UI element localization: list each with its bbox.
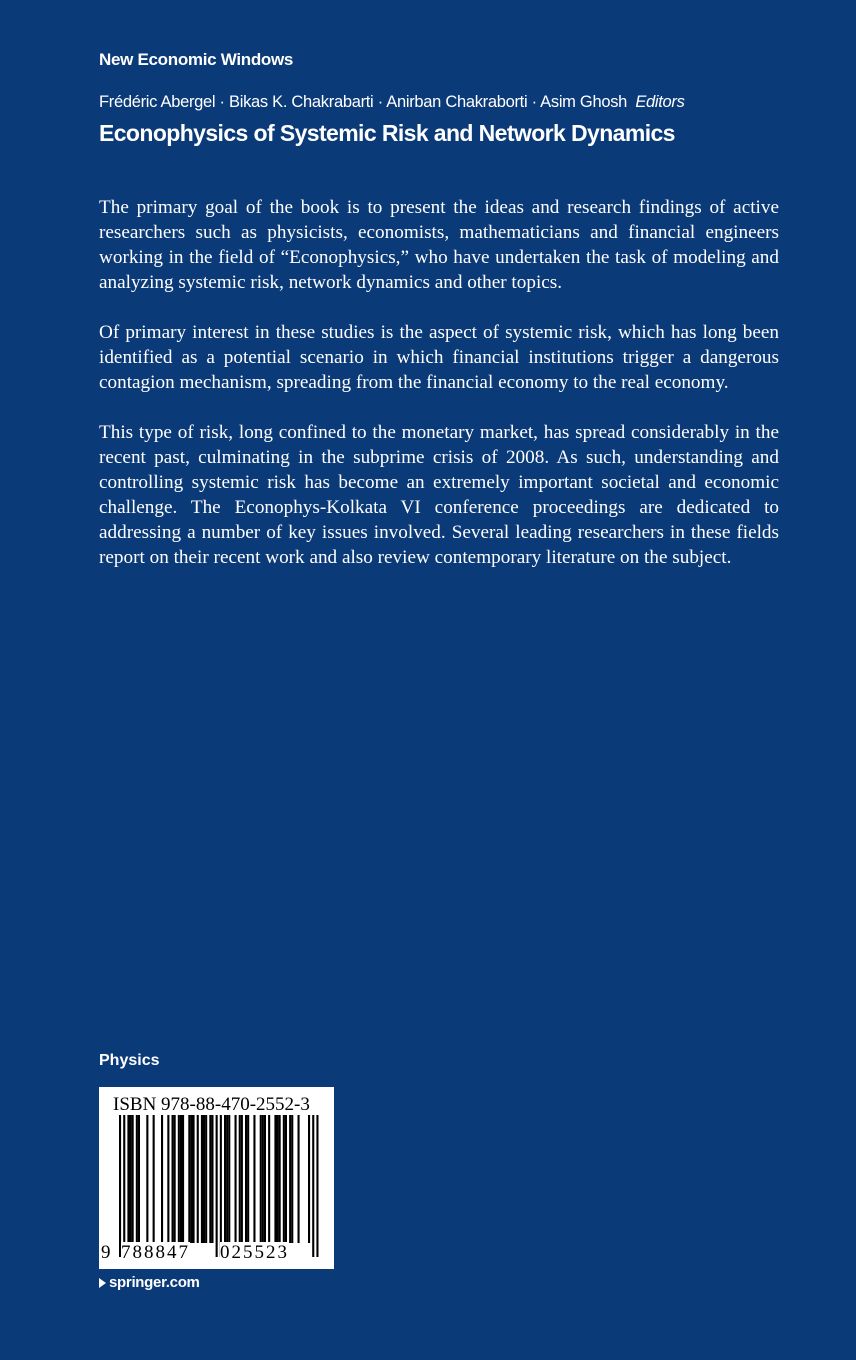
barcode-bar (247, 1115, 249, 1243)
series-name: New Economic Windows (99, 50, 294, 69)
barcode-bar (136, 1115, 138, 1243)
barcode-bar (193, 1115, 195, 1243)
isbn-barcode (99, 1087, 334, 1269)
barcode-bar (182, 1115, 184, 1243)
barcode-bar (279, 1115, 281, 1243)
barcode-bar (226, 1115, 228, 1243)
barcode-guard-bar (123, 1115, 125, 1257)
barcode-bar (241, 1115, 243, 1243)
subject-label: Physics (99, 1052, 160, 1069)
barcode-bar (285, 1115, 287, 1243)
publisher-url: springer.com (109, 1274, 200, 1291)
barcode-bar (174, 1115, 176, 1243)
barcode-bar (130, 1115, 132, 1243)
barcode-guard-bar (216, 1115, 218, 1257)
barcode-bar (146, 1115, 148, 1243)
description-paragraph-3: This type of risk, long confined to the monetary market, has spread considerably in the recent past, culminating in the subprime crisis of 2008. As such, understanding and controlling systemic risk has become an extremely important societal and economic challenge. The Econophys-Kolkata VI conference proceedings are dedicated to addressing a number of key issues involved. Several leading researchers in these fields report on their recent work and also review contemporary literature on the subject. (99, 422, 779, 568)
barcode-guard-bar (316, 1115, 318, 1257)
barcode-bar (260, 1115, 262, 1243)
barcode-bar (277, 1115, 279, 1243)
barcode-bar (268, 1115, 270, 1243)
barcode-digit-first: 9 (101, 1242, 113, 1263)
publisher-link[interactable] (99, 1274, 200, 1291)
barcode-bar (274, 1115, 276, 1243)
barcode-bar (127, 1115, 129, 1243)
isbn-number: ISBN 978-88-470-2552-3 (113, 1094, 310, 1115)
editor-names: Frédéric Abergel · Bikas K. Chakrabarti · Anirban Chakraborti · Asim Ghosh (99, 93, 628, 111)
barcode-guard-bar (119, 1115, 121, 1257)
barcode-bar (132, 1115, 134, 1243)
barcode-bar (190, 1115, 192, 1243)
barcode-bar (211, 1115, 213, 1243)
barcode-bar (245, 1115, 247, 1243)
barcode-bar (224, 1115, 226, 1243)
description-paragraph-2: Of primary interest in these studies is the aspect of systemic risk, which has long been identified as a potential scenario in which financial institutions trigger a dangerous contagion mechanism, spreading from the financial economy to the real economy. (99, 322, 779, 393)
editors-role: Editors (635, 93, 685, 111)
barcode-bar (308, 1115, 310, 1243)
barcode-bar (264, 1115, 266, 1243)
barcode-bar (167, 1115, 169, 1243)
barcode-bar (291, 1115, 293, 1243)
barcode-bar (178, 1115, 180, 1243)
barcode-bar (153, 1115, 155, 1243)
barcode-bar (262, 1115, 264, 1243)
barcode-bar (172, 1115, 174, 1243)
description (99, 195, 779, 595)
barcode-bar (209, 1115, 211, 1243)
book-title: Econophysics of Systemic Risk and Network Dynamics (99, 120, 675, 146)
barcode-bar (228, 1115, 230, 1243)
barcode-bar (298, 1115, 300, 1243)
triangle-right-icon (99, 1278, 106, 1288)
barcode-guard-bar (220, 1115, 222, 1257)
barcode-bar (235, 1115, 237, 1243)
barcode-bar (289, 1115, 291, 1243)
barcode-digits-right: 025523 (220, 1242, 289, 1263)
barcode-guard-bar (312, 1115, 314, 1257)
barcode-bar (253, 1115, 255, 1243)
barcode-bar (283, 1115, 285, 1243)
barcode-digits-left: 788847 (121, 1242, 190, 1263)
barcode-bar (203, 1115, 205, 1243)
barcode-bar (180, 1115, 182, 1243)
barcode-bar (201, 1115, 203, 1243)
barcode-bar (197, 1115, 199, 1243)
barcode-bar (188, 1115, 190, 1243)
editors-line (99, 93, 685, 112)
barcode-bar (138, 1115, 140, 1243)
description-paragraph-1: The primary goal of the book is to present the ideas and research findings of active researchers such as physicists, economists, mathematicians and financial engineers working in the field of “Econophysics,” who have undertaken the task of modeling and analyzing systemic risk, network dynamics and other topics. (99, 197, 779, 293)
barcode-bar (205, 1115, 207, 1243)
barcode-bar (239, 1115, 241, 1243)
barcode-bar (161, 1115, 163, 1243)
